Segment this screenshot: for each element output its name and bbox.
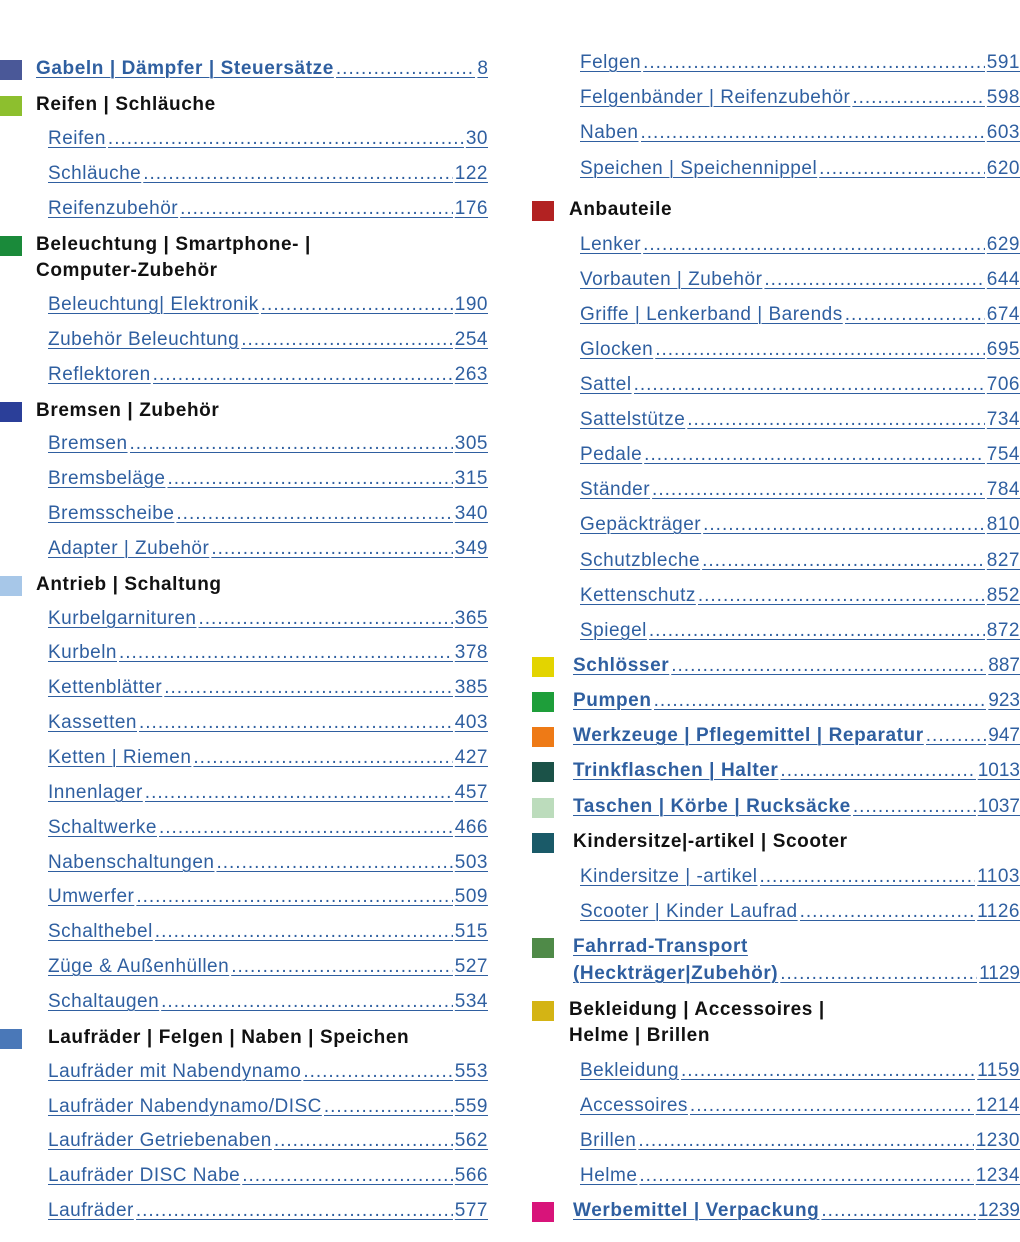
section-heading-label: Helme | Brillen: [569, 1025, 711, 1046]
toc-entry[interactable]: [0, 198, 488, 220]
toc-entry-label: Kurbelgarnituren: [48, 608, 197, 629]
toc-entry[interactable]: [0, 128, 488, 150]
leader-dots: [143, 163, 453, 185]
leader-dots: [926, 725, 987, 747]
toc-entry-page: 872: [986, 620, 1020, 641]
toc-entry[interactable]: [0, 677, 488, 699]
section-heading-laufraeder: [0, 1027, 488, 1049]
section-heading-beleuchtung-line2: [0, 260, 488, 282]
toc-entry[interactable]: [532, 158, 1020, 180]
toc-entry-page: 754: [986, 444, 1020, 465]
leader-dots: [655, 339, 985, 361]
category-color-swatch: [532, 938, 554, 958]
toc-entry-label: Laufräder Nabendynamo/DISC: [48, 1096, 322, 1117]
toc-entry-page: 591: [986, 52, 1020, 73]
section-heading-bekleidung-line2: [532, 1025, 1020, 1047]
toc-entry-page: 629: [986, 234, 1020, 255]
toc-entry-label: Laufräder DISC Nabe: [48, 1165, 241, 1186]
toc-entry-label: Nabenschaltungen: [48, 852, 215, 873]
toc-entry[interactable]: [532, 269, 1020, 291]
toc-entry[interactable]: [532, 87, 1020, 109]
toc-entry-page: 559: [454, 1096, 488, 1117]
leader-dots: [643, 52, 985, 74]
toc-entry-label: Kindersitze | -artikel: [580, 866, 758, 887]
toc-entry-label: Reifen: [48, 128, 106, 149]
toc-entry[interactable]: [0, 886, 488, 908]
toc-entry[interactable]: [532, 1060, 1020, 1082]
leader-dots: [119, 642, 453, 664]
toc-entry-page: 263: [454, 364, 488, 385]
toc-entry-page: 254: [454, 329, 488, 350]
toc-entry-label: Kassetten: [48, 712, 137, 733]
toc-entry[interactable]: [0, 782, 488, 804]
toc-entry-label: Schlösser: [573, 655, 670, 676]
section-heading-bekleidung: [532, 999, 1020, 1021]
toc-entry-transport[interactable]: [532, 963, 1020, 985]
toc-entry-label: Scooter | Kinder Laufrad: [580, 901, 798, 922]
section-heading-beleuchtung: [0, 234, 488, 256]
leader-dots: [211, 538, 452, 560]
section-heading-antrieb: [0, 574, 488, 596]
leader-dots: [167, 468, 452, 490]
toc-entry-page: 1234: [975, 1165, 1020, 1186]
toc-entry-page: 706: [986, 374, 1020, 395]
toc-entry-label: Lenker: [580, 234, 642, 255]
toc-entry[interactable]: [0, 1165, 488, 1187]
toc-entry-page: 466: [454, 817, 488, 838]
toc-entry-label: Ketten | Riemen: [48, 747, 192, 768]
toc-entry-page: 644: [986, 269, 1020, 290]
toc-entry-label: Innenlager: [48, 782, 143, 803]
toc-entry-page: 305: [454, 433, 488, 454]
toc-entry[interactable]: [0, 163, 488, 185]
toc-entry-page: 695: [986, 339, 1020, 360]
section-heading-label: Antrieb | Schaltung: [36, 574, 222, 595]
toc-entry-label: Gepäckträger: [580, 514, 702, 535]
category-color-swatch: [0, 402, 22, 422]
toc-entry-page: 457: [454, 782, 488, 803]
leader-dots: [852, 87, 984, 109]
toc-entry-schloesser[interactable]: [532, 655, 1020, 677]
toc-entry[interactable]: [532, 122, 1020, 144]
category-color-swatch: [532, 1001, 554, 1021]
toc-entry[interactable]: [0, 364, 488, 386]
toc-entry-label: Reifenzubehör: [48, 198, 179, 219]
toc-entry-label: Werbemittel | Verpackung: [573, 1200, 820, 1221]
leader-dots: [231, 956, 453, 978]
leader-dots: [136, 886, 452, 908]
leader-dots: [180, 198, 453, 220]
leader-dots: [641, 122, 985, 144]
toc-entry-taschen[interactable]: [532, 796, 1020, 818]
leader-dots: [242, 1165, 453, 1187]
leader-dots: [687, 409, 985, 431]
toc-entry-page: 1159: [977, 1060, 1020, 1081]
toc-entry[interactable]: [0, 433, 488, 455]
toc-entry-page: 30: [465, 128, 488, 149]
leader-dots: [136, 1200, 453, 1222]
toc-entry-page: 340: [454, 503, 488, 524]
toc-entry[interactable]: [532, 866, 1020, 888]
toc-entry-label: Brillen: [580, 1130, 637, 1151]
toc-entry[interactable]: [532, 901, 1020, 923]
toc-entry[interactable]: [532, 1095, 1020, 1117]
leader-dots: [155, 921, 453, 943]
toc-entry-label: Laufräder Getriebenaben: [48, 1130, 272, 1151]
toc-entry-page: 1129: [979, 963, 1020, 984]
category-color-swatch: [0, 96, 22, 116]
toc-entry-page: 122: [454, 163, 488, 184]
toc-entry-page: 1126: [977, 901, 1020, 922]
leader-dots: [241, 329, 453, 351]
leader-dots: [698, 585, 985, 607]
toc-entry-label: Spiegel: [580, 620, 647, 641]
leader-dots: [654, 690, 987, 712]
toc-entry-page: 190: [454, 294, 488, 315]
leader-dots: [153, 364, 453, 386]
leader-dots: [336, 58, 476, 80]
toc-entry-label: Schaltwerke: [48, 817, 157, 838]
section-heading-kindersitze: [532, 831, 1020, 853]
toc-entry[interactable]: [532, 585, 1020, 607]
toc-entry-page: 515: [454, 921, 488, 942]
toc-entry[interactable]: [0, 608, 488, 630]
toc-entry[interactable]: [0, 1130, 488, 1152]
toc-entry-label: Reflektoren: [48, 364, 151, 385]
toc-entry-page: 827: [986, 550, 1020, 571]
leader-dots: [161, 991, 453, 1013]
toc-entry[interactable]: [532, 514, 1020, 536]
toc-entry-page: 598: [986, 87, 1020, 108]
section-heading-label: Laufräder | Felgen | Naben | Speichen: [48, 1027, 410, 1048]
section-heading-reifen: [0, 94, 488, 116]
toc-entry-page: 534: [454, 991, 488, 1012]
toc-entry-label: Felgenbänder | Reifenzubehör: [580, 87, 851, 108]
toc-entry-page: 562: [454, 1130, 488, 1151]
category-color-swatch: [532, 727, 554, 747]
toc-entry-page: 1214: [975, 1095, 1020, 1116]
toc-entry-label: Sattelstütze: [580, 409, 686, 430]
leader-dots: [145, 782, 453, 804]
toc-entry-trinkflaschen[interactable]: [532, 760, 1020, 782]
category-color-swatch: [532, 1202, 554, 1222]
toc-entry-page: 365: [454, 608, 488, 629]
leader-dots: [760, 866, 976, 888]
toc-entry-label: Taschen | Körbe | Rucksäcke: [573, 796, 851, 817]
toc-entry-label: Griffe | Lenkerband | Barends: [580, 304, 843, 325]
toc-entry[interactable]: [0, 956, 488, 978]
toc-entry-page: 1103: [977, 866, 1020, 887]
toc-entry-page: 509: [454, 886, 488, 907]
toc-entry-page: 1230: [975, 1130, 1020, 1151]
toc-entry[interactable]: [532, 479, 1020, 501]
leader-dots: [303, 1061, 452, 1083]
toc-entry[interactable]: [532, 304, 1020, 326]
toc-entry-page: 923: [988, 690, 1020, 711]
toc-entry[interactable]: [0, 1096, 488, 1118]
leader-dots: [780, 760, 975, 782]
toc-entry-page: 315: [454, 468, 488, 489]
toc-entry-label: Zubehör Beleuchtung: [48, 329, 240, 350]
toc-entry[interactable]: [532, 409, 1020, 431]
toc-entry-page: 887: [988, 655, 1020, 676]
toc-entry-pumpen[interactable]: [532, 690, 1020, 712]
toc-entry-page: 734: [986, 409, 1020, 430]
leader-dots: [634, 374, 985, 396]
leader-dots: [159, 817, 453, 839]
toc-entry[interactable]: [0, 921, 488, 943]
leader-dots: [690, 1095, 974, 1117]
toc-entry-gabeln[interactable]: [0, 58, 488, 80]
leader-dots: [681, 1060, 975, 1082]
leader-dots: [671, 655, 986, 677]
leader-dots: [652, 479, 985, 501]
category-color-swatch: [532, 692, 554, 712]
toc-entry-label: Ständer: [580, 479, 651, 500]
leader-dots: [139, 712, 453, 734]
toc-entry[interactable]: [532, 620, 1020, 642]
toc-entry-label: Trinkflaschen | Halter: [573, 760, 779, 781]
toc-entry-label: Naben: [580, 122, 639, 143]
toc-entry[interactable]: [0, 329, 488, 351]
toc-entry[interactable]: [0, 1061, 488, 1083]
leader-dots: [274, 1130, 453, 1152]
toc-entry-label: Laufräder: [48, 1200, 134, 1221]
toc-entry-label: Kettenschutz: [580, 585, 696, 606]
toc-entry-page: 620: [986, 158, 1020, 179]
toc-entry[interactable]: [0, 294, 488, 316]
toc-entry-label: Gabeln | Dämpfer | Steuersätze: [36, 58, 334, 79]
toc-entry-label: Bekleidung: [580, 1060, 680, 1081]
section-heading-label: Anbauteile: [569, 199, 673, 220]
toc-entry-werbemittel[interactable]: [532, 1200, 1020, 1222]
category-color-swatch: [0, 236, 22, 256]
toc-entry-label: Umwerfer: [48, 886, 135, 907]
category-color-swatch: [532, 798, 554, 818]
toc-entry-label: Bremsen: [48, 433, 128, 454]
toc-entry[interactable]: [0, 852, 488, 874]
leader-dots: [216, 852, 452, 874]
toc-entry-label: Bremsbeläge: [48, 468, 166, 489]
section-heading-label: Bekleidung | Accessoires |: [569, 999, 825, 1020]
leader-dots: [193, 747, 452, 769]
toc-entry-page: 553: [454, 1061, 488, 1082]
section-heading-label: Bremsen | Zubehör: [36, 400, 220, 421]
toc-entry[interactable]: [0, 991, 488, 1013]
toc-entry-page: 527: [454, 956, 488, 977]
leader-dots: [130, 433, 453, 455]
toc-entry[interactable]: [0, 712, 488, 734]
leader-dots: [821, 1200, 975, 1222]
leader-dots: [638, 1130, 973, 1152]
toc-entry-label: Bremsscheibe: [48, 503, 175, 524]
leader-dots: [819, 158, 985, 180]
leader-dots: [198, 608, 452, 630]
toc-entry-page: 176: [454, 198, 488, 219]
toc-entry-page: 1013: [977, 760, 1020, 781]
toc-entry-page: 8: [477, 58, 488, 79]
toc-entry-page: 810: [986, 514, 1020, 535]
toc-entry[interactable]: [0, 747, 488, 769]
toc-entry-werkzeuge[interactable]: [532, 725, 1020, 747]
section-heading-label: Reifen | Schläuche: [36, 94, 216, 115]
toc-entry-page: 1037: [977, 796, 1020, 817]
toc-entry-transport-line1[interactable]: [532, 936, 1020, 958]
toc-entry[interactable]: [0, 503, 488, 525]
category-color-swatch: [532, 833, 554, 853]
leader-dots: [780, 963, 977, 985]
category-color-swatch: [532, 762, 554, 782]
leader-dots: [324, 1096, 453, 1118]
toc-entry[interactable]: [0, 468, 488, 490]
toc-entry[interactable]: [532, 444, 1020, 466]
toc-entry-label: (Heckträger|Zubehör): [573, 963, 779, 984]
toc-entry[interactable]: [532, 374, 1020, 396]
toc-entry-page: 577: [454, 1200, 488, 1221]
leader-dots: [643, 234, 985, 256]
toc-entry-label: Pedale: [580, 444, 643, 465]
toc-entry[interactable]: [532, 1130, 1020, 1152]
toc-entry-label: Kurbeln: [48, 642, 117, 663]
category-color-swatch: [532, 201, 554, 221]
toc-entry[interactable]: [532, 339, 1020, 361]
leader-dots: [649, 620, 985, 642]
section-heading-label: Kindersitze|-artikel | Scooter: [573, 831, 848, 852]
leader-dots: [108, 128, 464, 150]
toc-entry-page: 784: [986, 479, 1020, 500]
leader-dots: [164, 677, 453, 699]
leader-dots: [702, 550, 985, 572]
category-color-swatch: [0, 1029, 22, 1049]
leader-dots: [764, 269, 984, 291]
toc-entry[interactable]: [0, 538, 488, 560]
toc-entry-page: 674: [986, 304, 1020, 325]
toc-entry-label: Vorbauten | Zubehör: [580, 269, 763, 290]
toc-entry-page: 385: [454, 677, 488, 698]
toc-entry-label: Schutzbleche: [580, 550, 701, 571]
leader-dots: [845, 304, 985, 326]
toc-entry-label: Schaltaugen: [48, 991, 160, 1012]
toc-entry-label: Züge & Außenhüllen: [48, 956, 230, 977]
toc-entry[interactable]: [532, 52, 1020, 74]
toc-entry-label: Helme: [580, 1165, 638, 1186]
leader-dots: [176, 503, 452, 525]
toc-entry[interactable]: [0, 642, 488, 664]
toc-entry[interactable]: [0, 1200, 488, 1222]
toc-entry-page: 566: [454, 1165, 488, 1186]
toc-entry-label: Laufräder mit Nabendynamo: [48, 1061, 302, 1082]
section-heading-anbauteile: [532, 199, 1020, 221]
toc-entry-page: 947: [988, 725, 1020, 746]
leader-dots: [853, 796, 976, 818]
toc-entry[interactable]: [532, 234, 1020, 256]
toc-entry-label: Fahrrad-Transport: [573, 936, 748, 957]
toc-entry-page: 503: [454, 852, 488, 873]
toc-entry-label: Kettenblätter: [48, 677, 163, 698]
toc-entry-label: Schalthebel: [48, 921, 153, 942]
toc-entry-page: 378: [454, 642, 488, 663]
leader-dots: [644, 444, 985, 466]
toc-entry-label: Sattel: [580, 374, 632, 395]
toc-entry-label: Schläuche: [48, 163, 142, 184]
toc-entry-page: 852: [986, 585, 1020, 606]
toc-entry-label: Accessoires: [580, 1095, 688, 1116]
toc-entry-label: Werkzeuge | Pflegemittel | Reparatur: [573, 725, 924, 746]
toc-entry[interactable]: [532, 550, 1020, 572]
category-color-swatch: [0, 60, 22, 80]
toc-entry-page: 403: [454, 712, 488, 733]
toc-entry-page: 1239: [977, 1200, 1020, 1221]
leader-dots: [261, 294, 453, 316]
toc-entry-label: Adapter | Zubehör: [48, 538, 210, 559]
category-color-swatch: [0, 576, 22, 596]
toc-entry[interactable]: [0, 817, 488, 839]
leader-dots: [703, 514, 985, 536]
toc-entry-label: Pumpen: [573, 690, 652, 711]
toc-entry-page: 603: [986, 122, 1020, 143]
toc-entry-label: Beleuchtung| Elektronik: [48, 294, 259, 315]
leader-dots: [800, 901, 976, 923]
toc-entry[interactable]: [532, 1165, 1020, 1187]
category-color-swatch: [532, 657, 554, 677]
toc-entry-page: 349: [454, 538, 488, 559]
section-heading-label: Beleuchtung | Smartphone- |: [36, 234, 311, 255]
toc-entry-page: 427: [454, 747, 488, 768]
toc-entry-label: Speichen | Speichennippel: [580, 158, 818, 179]
section-heading-label: Computer-Zubehör: [36, 260, 218, 281]
leader-dots: [639, 1165, 973, 1187]
toc-entry-label: Glocken: [580, 339, 654, 360]
toc-entry-label: Felgen: [580, 52, 642, 73]
section-heading-bremsen: [0, 400, 488, 422]
